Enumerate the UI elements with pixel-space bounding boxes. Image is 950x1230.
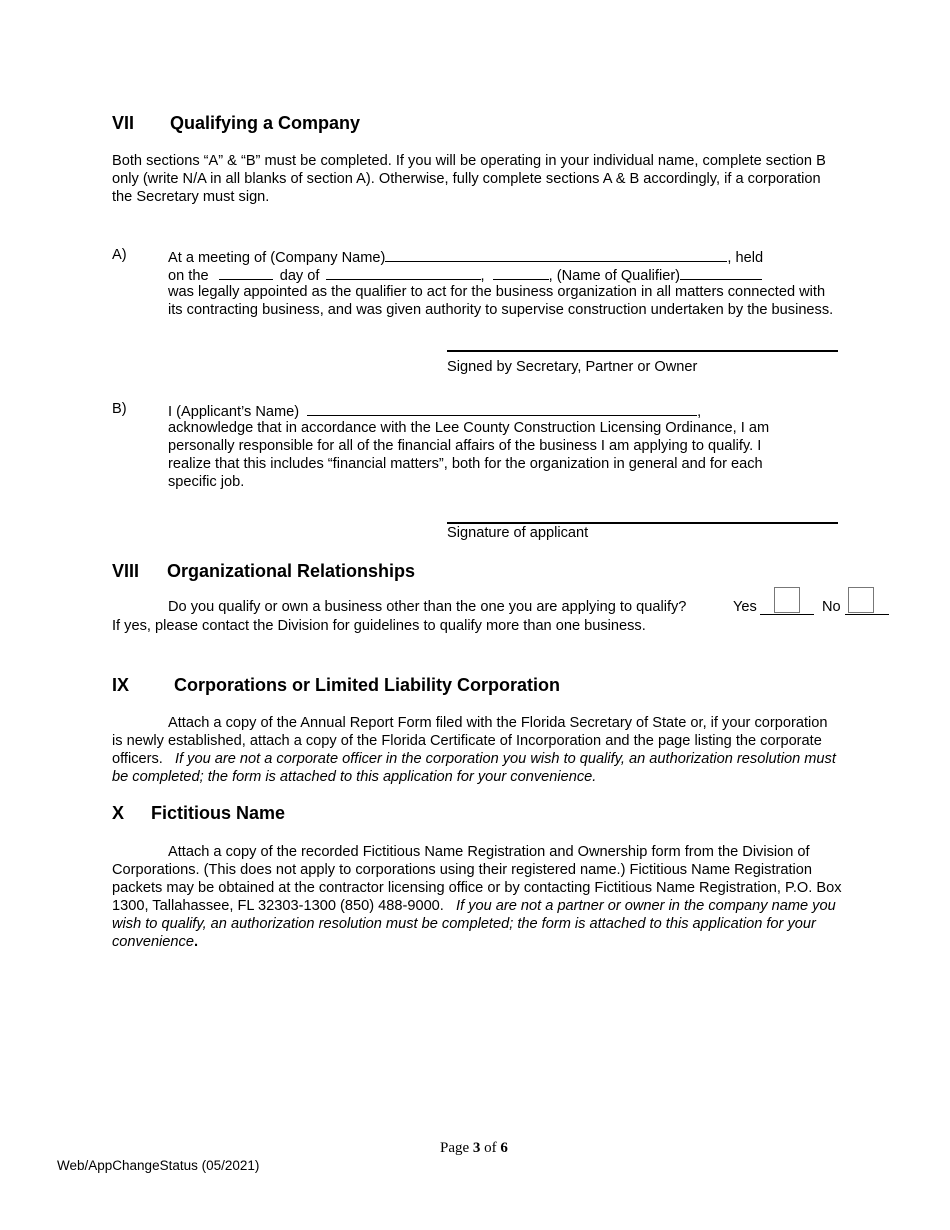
- applicant-name-field[interactable]: [307, 401, 697, 416]
- company-name-prompt: At a meeting of (Company Name): [168, 250, 386, 266]
- applicant-comma: ,: [697, 404, 702, 420]
- applicant-name-prompt: I (Applicant’s Name): [168, 404, 300, 420]
- no-underline: [845, 614, 889, 615]
- yes-label: Yes: [733, 599, 757, 615]
- viii-question: Do you qualify or own a business other than the one you are applying to qualify?: [168, 599, 687, 615]
- section-x-body: [112, 843, 842, 951]
- secretary-signature-line[interactable]: [447, 350, 838, 352]
- section-a-body: was legally appointed as the qualifier to act for the business organization in all matters connected with its contracting business, and was given authority to supervise construction undertaken by the business.: [168, 284, 834, 318]
- company-name-field[interactable]: [385, 247, 727, 262]
- section-a-line2: [168, 265, 762, 285]
- page-word: Page: [440, 1140, 470, 1156]
- ix-body-italic: If you are not a corporate officer in the corporation you wish to qualify, an authorization resolution must be completed; the form is attached to this application for your convenience.: [112, 751, 836, 785]
- applicant-signature-line[interactable]: [447, 522, 838, 524]
- section-viii-title: Organizational Relationships: [167, 561, 416, 581]
- day-of-text: day of: [279, 268, 320, 284]
- qualifier-name-field[interactable]: [680, 265, 762, 280]
- section-x-number: X: [112, 803, 125, 823]
- section-x-title: Fictitious Name: [151, 803, 286, 823]
- section-ix-body: [112, 714, 842, 786]
- section-a-label: A): [112, 247, 127, 263]
- name-of-qualifier-prompt: , (Name of Qualifier): [548, 268, 681, 284]
- section-vii-title: Qualifying a Company: [170, 113, 361, 133]
- held-text: , held: [727, 250, 764, 266]
- page-number: [440, 1140, 508, 1157]
- month-field[interactable]: [326, 265, 481, 280]
- section-b-label: B): [112, 401, 127, 417]
- section-ix-title: Corporations or Limited Liability Corporation: [174, 675, 561, 695]
- ix-body-text: Attach a copy of the Annual Report Form filed with the Florida Secretary of State or, if your corporation is newly established, attach a copy of the Florida Certificate of Incorporation and the page listing the corporate officers.: [112, 715, 828, 767]
- year-field[interactable]: [493, 265, 549, 280]
- yes-underline: [760, 614, 814, 615]
- section-ix-number: IX: [112, 675, 130, 695]
- section-a-line1: [168, 247, 763, 267]
- section-vii-intro: Both sections “A” & “B” must be completed. If you will be operating in your individual name, complete section B only (write N/A in all blanks of section A). Otherwise, fully complete sections A & B accordingly, if a corporation the Secretary must sign.: [112, 153, 826, 205]
- x-body-italic: If you are not a partner or owner in the company name you wish to qualify, an authorization resolution must be completed; the form is attached to this application for your convenience: [112, 898, 836, 950]
- x-body-text: Attach a copy of the recorded Fictitious Name Registration and Ownership form from the Division of Corporations. (This does not apply to corporations using their registered name.) Fictitious Name Registration packets may be obtained at the contractor licensing office or by contacting Fictitious Name Registration, P.O. Box 1300, Tallahassee, FL 32303-1300 (850) 488-9000.: [112, 844, 842, 914]
- x-body-end: .: [193, 934, 199, 950]
- viii-note: If yes, please contact the Division for guidelines to qualify more than one business.: [112, 618, 646, 634]
- page-of: of: [484, 1140, 497, 1156]
- applicant-signature-caption: Signature of applicant: [447, 525, 589, 541]
- secretary-signature-caption: Signed by Secretary, Partner or Owner: [447, 359, 698, 375]
- no-checkbox[interactable]: [848, 587, 874, 613]
- section-b-body: acknowledge that in accordance with the Lee County Construction Licensing Ordinance, I am personally responsible for all of the financial affairs of the business I am applying to qualify. I realize that this includes “financial matters”, both for the organization in general and for each specific job.: [168, 420, 770, 490]
- page-current: 3: [472, 1140, 481, 1156]
- on-the-text: on the: [168, 268, 209, 284]
- section-b-line1: [168, 401, 701, 421]
- yes-checkbox[interactable]: [774, 587, 800, 613]
- page-total: 6: [500, 1140, 508, 1156]
- section-vii-number: VII: [112, 113, 135, 133]
- comma-text: ,: [480, 268, 485, 284]
- section-viii-number: VIII: [112, 561, 140, 581]
- no-label: No: [822, 599, 841, 615]
- form-id: Web/AppChangeStatus (05/2021): [57, 1158, 260, 1173]
- day-field[interactable]: [219, 265, 273, 280]
